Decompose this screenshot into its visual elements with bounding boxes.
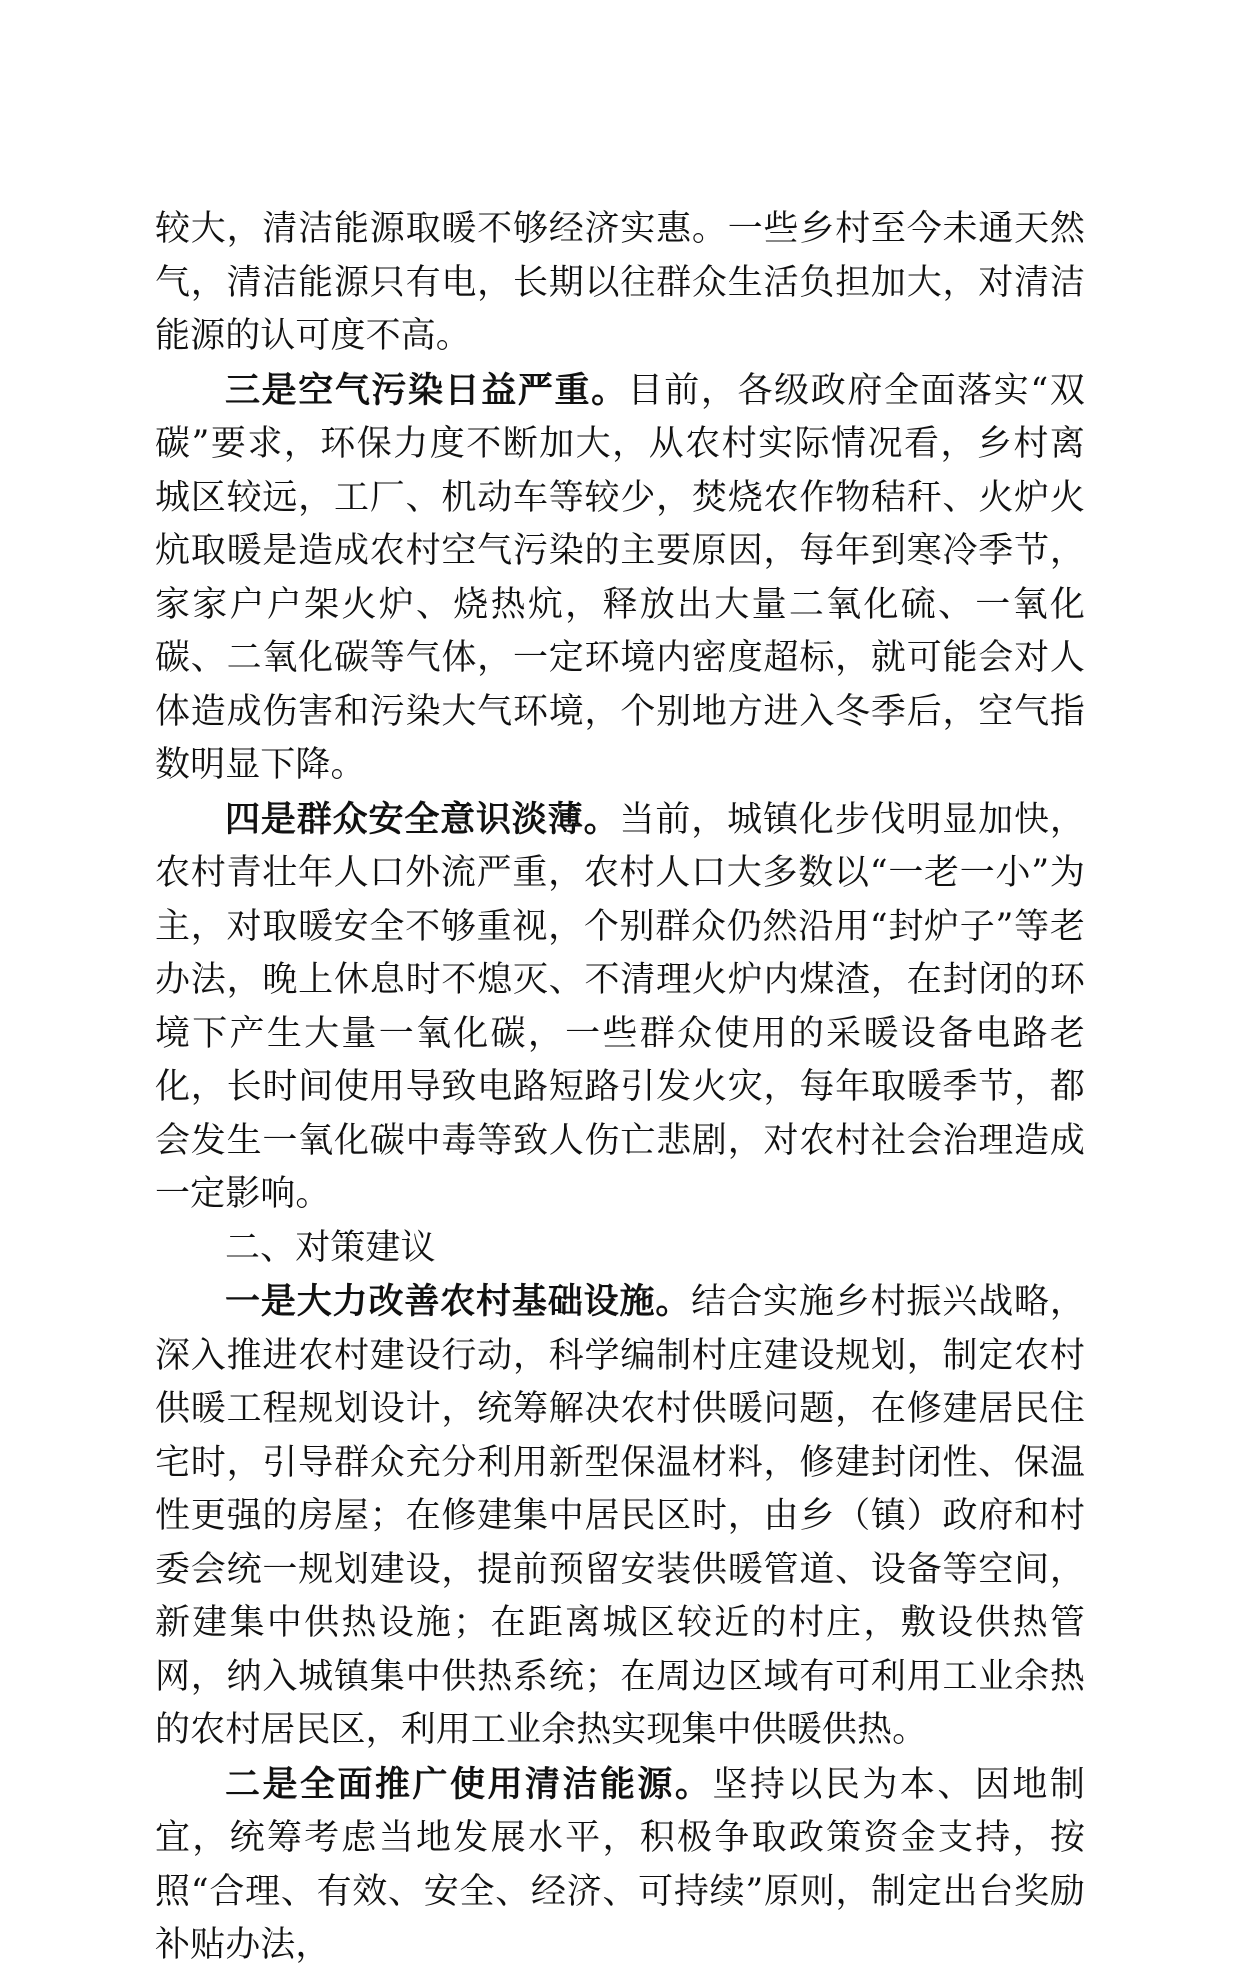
paragraph-lead: 四是群众安全意识淡薄。 xyxy=(225,798,620,840)
paragraph-continuation xyxy=(155,203,1085,364)
paragraph-text: 较大，清洁能源取暖不够经济实惠。一些乡村至今未通天然气，清洁能源只有电，长期以往群众生活负担加大，对清洁能源的认可度不高。 xyxy=(155,209,1085,356)
paragraph-air-pollution xyxy=(155,364,1085,793)
paragraph-lead: 二是全面推广使用清洁能源。 xyxy=(225,1763,713,1805)
section-heading: 二、对策建议 xyxy=(225,1227,436,1268)
paragraph-text: 目前，各级政府全面落实“双碳”要求，环保力度不断加大，从农村实际情况看，乡村离城区较远，工厂、机动车等较少，焚烧农作物秸秆、火炉火炕取暖是造成农村空气污染的主要原因，每年到寒冷季节，家家户户架火炉、烧热炕，释放出大量二氧化硫、一氧化碳、二氧化碳等气体，一定环境内密度超标，就可能会对人体造成伤害和污染大气环境，个别地方进入冬季后，空气指数明显下降。 xyxy=(155,370,1085,785)
paragraph-text: 坚持以民为本、因地制宜，统筹考虑当地发展水平，积极争取政策资金支持，按照“合理、有效、安全、经济、可持续”原则，制定出台奖励补贴办法， xyxy=(155,1764,1085,1965)
paragraph-lead: 三是空气污染日益严重。 xyxy=(225,369,628,411)
document-body xyxy=(155,203,1085,1973)
paragraph-safety-awareness xyxy=(155,793,1085,1222)
paragraph-clean-energy xyxy=(155,1758,1085,1973)
paragraph-infrastructure xyxy=(155,1275,1085,1758)
paragraph-text: 当前，城镇化步伐明显加快，农村青壮年人口外流严重，农村人口大多数以“一老一小”为主，对取暖安全不够重视，个别群众仍然沿用“封炉子”等老办法，晚上休息时不熄灭、不清理火炉内煤渣，在封闭的环境下产生大量一氧化碳，一些群众使用的采暖设备电路老化，长时间使用导致电路短路引发火灾，每年取暖季节，都会发生一氧化碳中毒等致人伤亡悲剧，对农村社会治理造成一定影响。 xyxy=(155,799,1085,1214)
paragraph-text: 结合实施乡村振兴战略，深入推进农村建设行动，科学编制村庄建设规划，制定农村供暖工程规划设计，统筹解决农村供暖问题，在修建居民住宅时，引导群众充分利用新型保温材料，修建封闭性、保温性更强的房屋；在修建集中居民区时，由乡（镇）政府和村委会统一规划建设，提前预留安装供暖管道、设备等空间，新建集中供热设施；在距离城区较近的村庄，敷设供热管网，纳入城镇集中供热系统；在周边区域有可利用工业余热的农村居民区，利用工业余热实现集中供暖供热。 xyxy=(155,1282,1085,1750)
paragraph-lead: 一是大力改善农村基础设施。 xyxy=(225,1281,692,1322)
